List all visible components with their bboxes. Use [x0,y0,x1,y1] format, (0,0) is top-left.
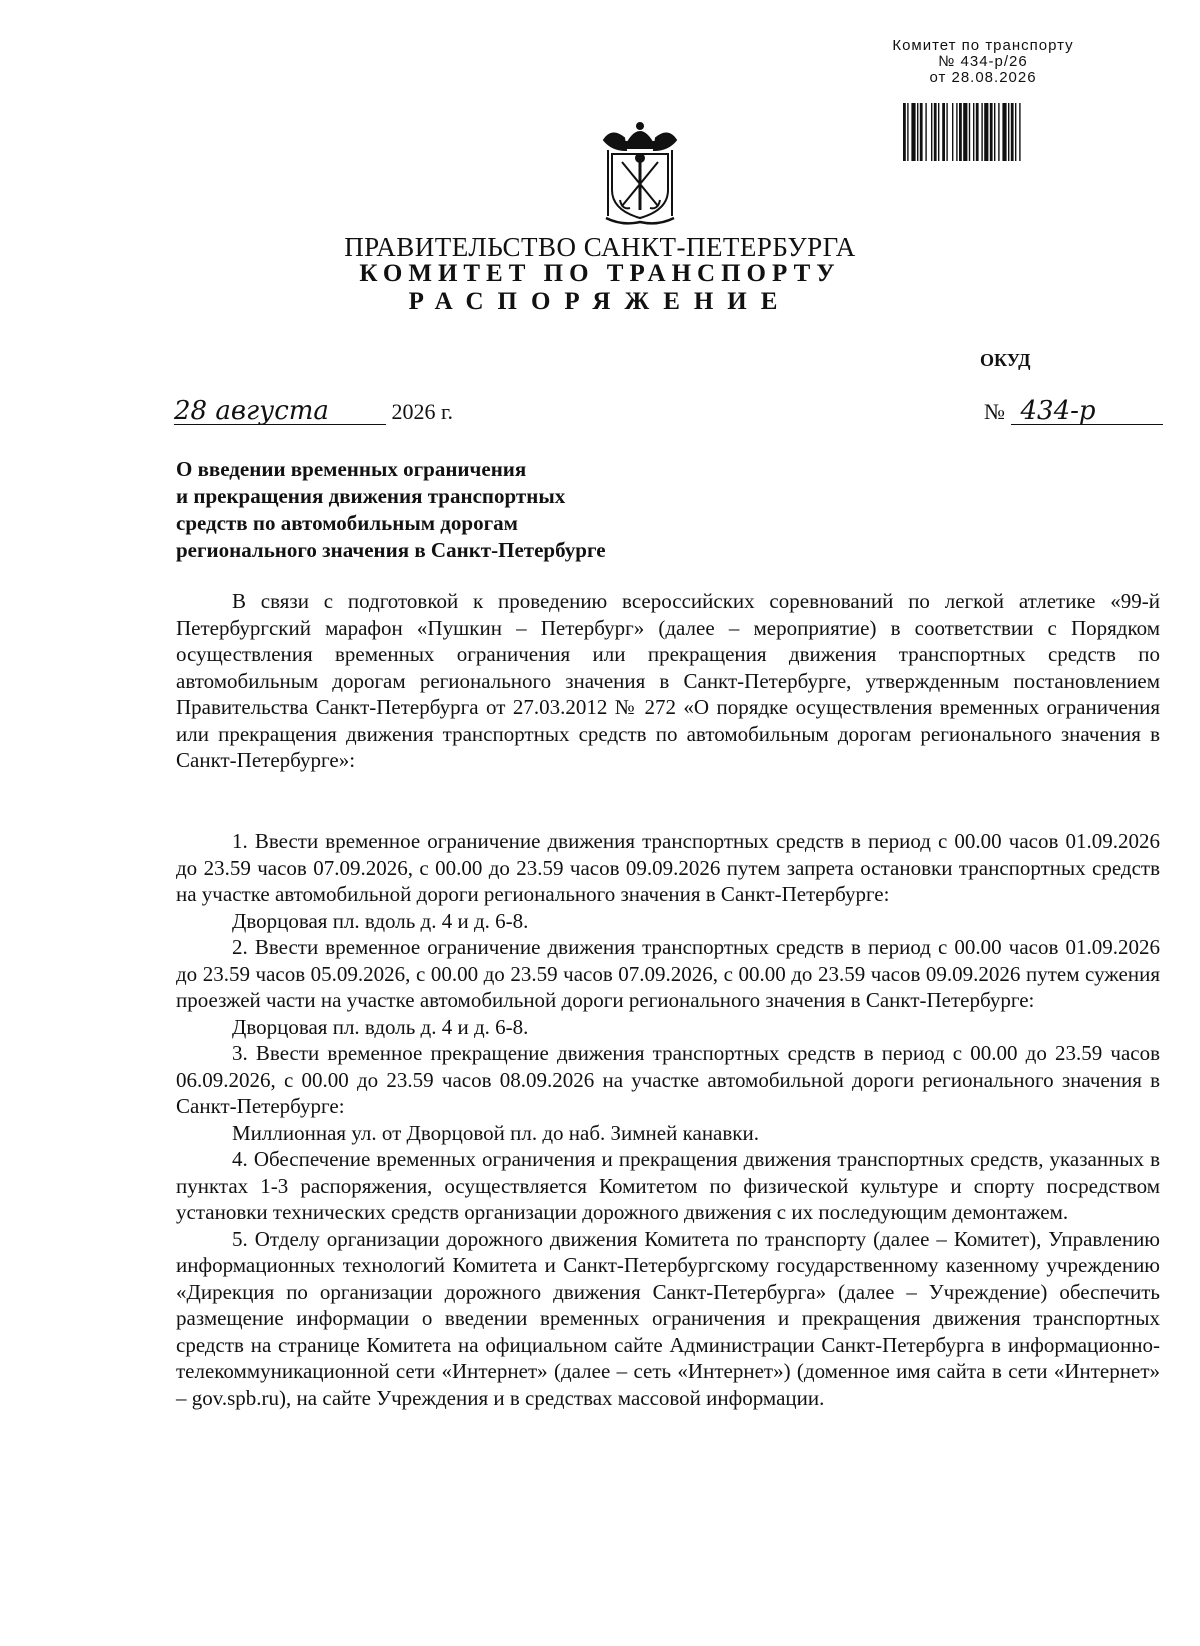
barcode-bar [942,103,945,161]
document-number [984,398,1163,425]
barcode-bar [990,103,993,161]
barcode-bar [973,103,974,161]
stamp-line-1: Комитет по транспорту [892,37,1074,54]
barcode-bar [994,103,995,161]
coat-of-arms-icon [598,120,682,228]
document-title [176,456,876,564]
barcode-bar [981,103,982,161]
point-2: 2. Ввести временное ограничение движения транспортных средств в период с 00.00 часов 01.09.2026 до 23.59 часов 05.09.2026, с 00.00 до 23.59 часов 07.09.2026, с 00.00 до 23.59 часов 09.09.2026 путем сужения проезжей части на участке автомобильной дороги регионального значения в Санкт-Петербурге: [176,935,1160,1012]
barcode-bar [938,103,939,161]
point-5: 5. Отделу организации дорожного движения Комитета по транспорту (далее – Комитет), Управлению информационных технологий Комитета и Санкт-Петербургскому государственному казенному учреждению «Дирекция по организации дорожного движения Санкт-Петербурга» (далее – Учреждение) обеспечить размещение информации о введении временных ограничения и прекращения движения транспортных средств на странице Комитета на официальном сайте Администрации Санкт-Петербурга в информационно-телекоммуникационной сети «Интернет» (далее – сеть «Интернет») (доменное имя сайта в сети «Интернет» – gov.spb.ru), на сайте Учреждения и в средствах массовой информации. [176,1226,1160,1410]
barcode-bar [1002,103,1006,161]
barcode-bar [920,103,923,161]
document-date [174,398,453,425]
barcode-bar [963,103,967,161]
document-type: РАСПОРЯЖЕНИЕ [408,288,792,315]
date-year: 2026 г. [391,399,454,424]
barcode-bar [1019,103,1020,161]
point-1: 1. Ввести временное ограничение движения транспортных средств в период с 00.00 часов 01.09.2026 до 23.59 часов 07.09.2026, с 00.00 до 23.59 часов 09.09.2026 путем запрета остановки транспортных средств на участке автомобильной дороги регионального значения в Санкт-Петербурге: [176,829,1160,906]
stamp-line-3: от 28.08.2026 [929,69,1037,86]
barcode [903,103,1095,161]
barcode-bar [1011,103,1014,161]
barcode-bar [903,103,906,161]
barcode-bar [1008,103,1009,161]
title-line: О введении временных ограничения [176,457,527,481]
barcode-bar [976,103,979,161]
barcode-bar [934,103,937,161]
barcode-bar [1015,103,1016,161]
barcode-bar [984,103,988,161]
point-1-location: Дворцовая пл. вдоль д. 4 и д. 6-8. [232,908,529,933]
number-prefix: № [984,399,1005,424]
preamble [176,588,1160,774]
okud-label: ОКУД [980,350,1031,370]
stamp-line-2: № 434-р/26 [938,53,1028,70]
barcode-bar [969,103,970,161]
title-line: регионального значения в Санкт-Петербурге [176,538,606,562]
government-name: ПРАВИТЕЛЬСТВО САНКТ-ПЕТЕРБУРГА [344,232,856,262]
barcode-bar [917,103,918,161]
preamble-text: В связи с подготовкой к проведению всероссийских соревнований по легкой атлетике «99-й Петербургский марафон «Пушкин – Петербург» (далее – мероприятие) в соответствии с Порядком осуществления временных ограничения или прекращения движения транспортных средств по автомобильным дорогам регионального значения в Санкт-Петербурге, утвержденным постановлением Правительства Санкт-Петербурга от 27.03.2012 № 272 «О порядке осуществления временных ограничения или прекращения движения транспортных средств по автомобильным дорогам регионального значения в Санкт-Петербурге»: [176,589,1160,772]
committee-name: КОМИТЕТ ПО ТРАНСПОРТУ [359,260,841,287]
barcode-bar [911,103,915,161]
handwritten-date: 28 августа [174,398,386,425]
barcode-bar [956,103,957,161]
barcode-bar [907,103,908,161]
point-3: 3. Ввести временное прекращение движения транспортных средств в период с 00.00 до 23.59 часов 06.09.2026, с 00.00 до 23.59 часов 08.09.2026 на участке автомобильной дороги регионального значения в Санкт-Петербурге: [176,1041,1160,1118]
barcode-bar [931,103,932,161]
barcode-bar [946,103,947,161]
handwritten-number: 434-р [1011,398,1163,425]
barcode-bar [959,103,962,161]
title-line: и прекращения движения транспортных [176,484,566,508]
barcode-bar [952,103,953,161]
point-3-location: Миллионная ул. от Дворцовой пл. до наб. Зимней канавки. [232,1120,759,1145]
title-line: средств по автомобильным дорогам [176,511,518,535]
point-4: 4. Обеспечение временных ограничения и прекращения движения транспортных средств, указанных в пунктах 1-3 распоряжения, осуществляется Комитетом по физической культуре и спорту посредством установки технических средств организации дорожного движения с их последующим демонтажем. [176,1147,1160,1224]
barcode-bar [998,103,999,161]
point-2-location: Дворцовая пл. вдоль д. 4 и д. 6-8. [232,1014,529,1039]
barcode-bar [925,103,926,161]
order-points [176,828,1160,1411]
registration-stamp [868,38,1098,86]
